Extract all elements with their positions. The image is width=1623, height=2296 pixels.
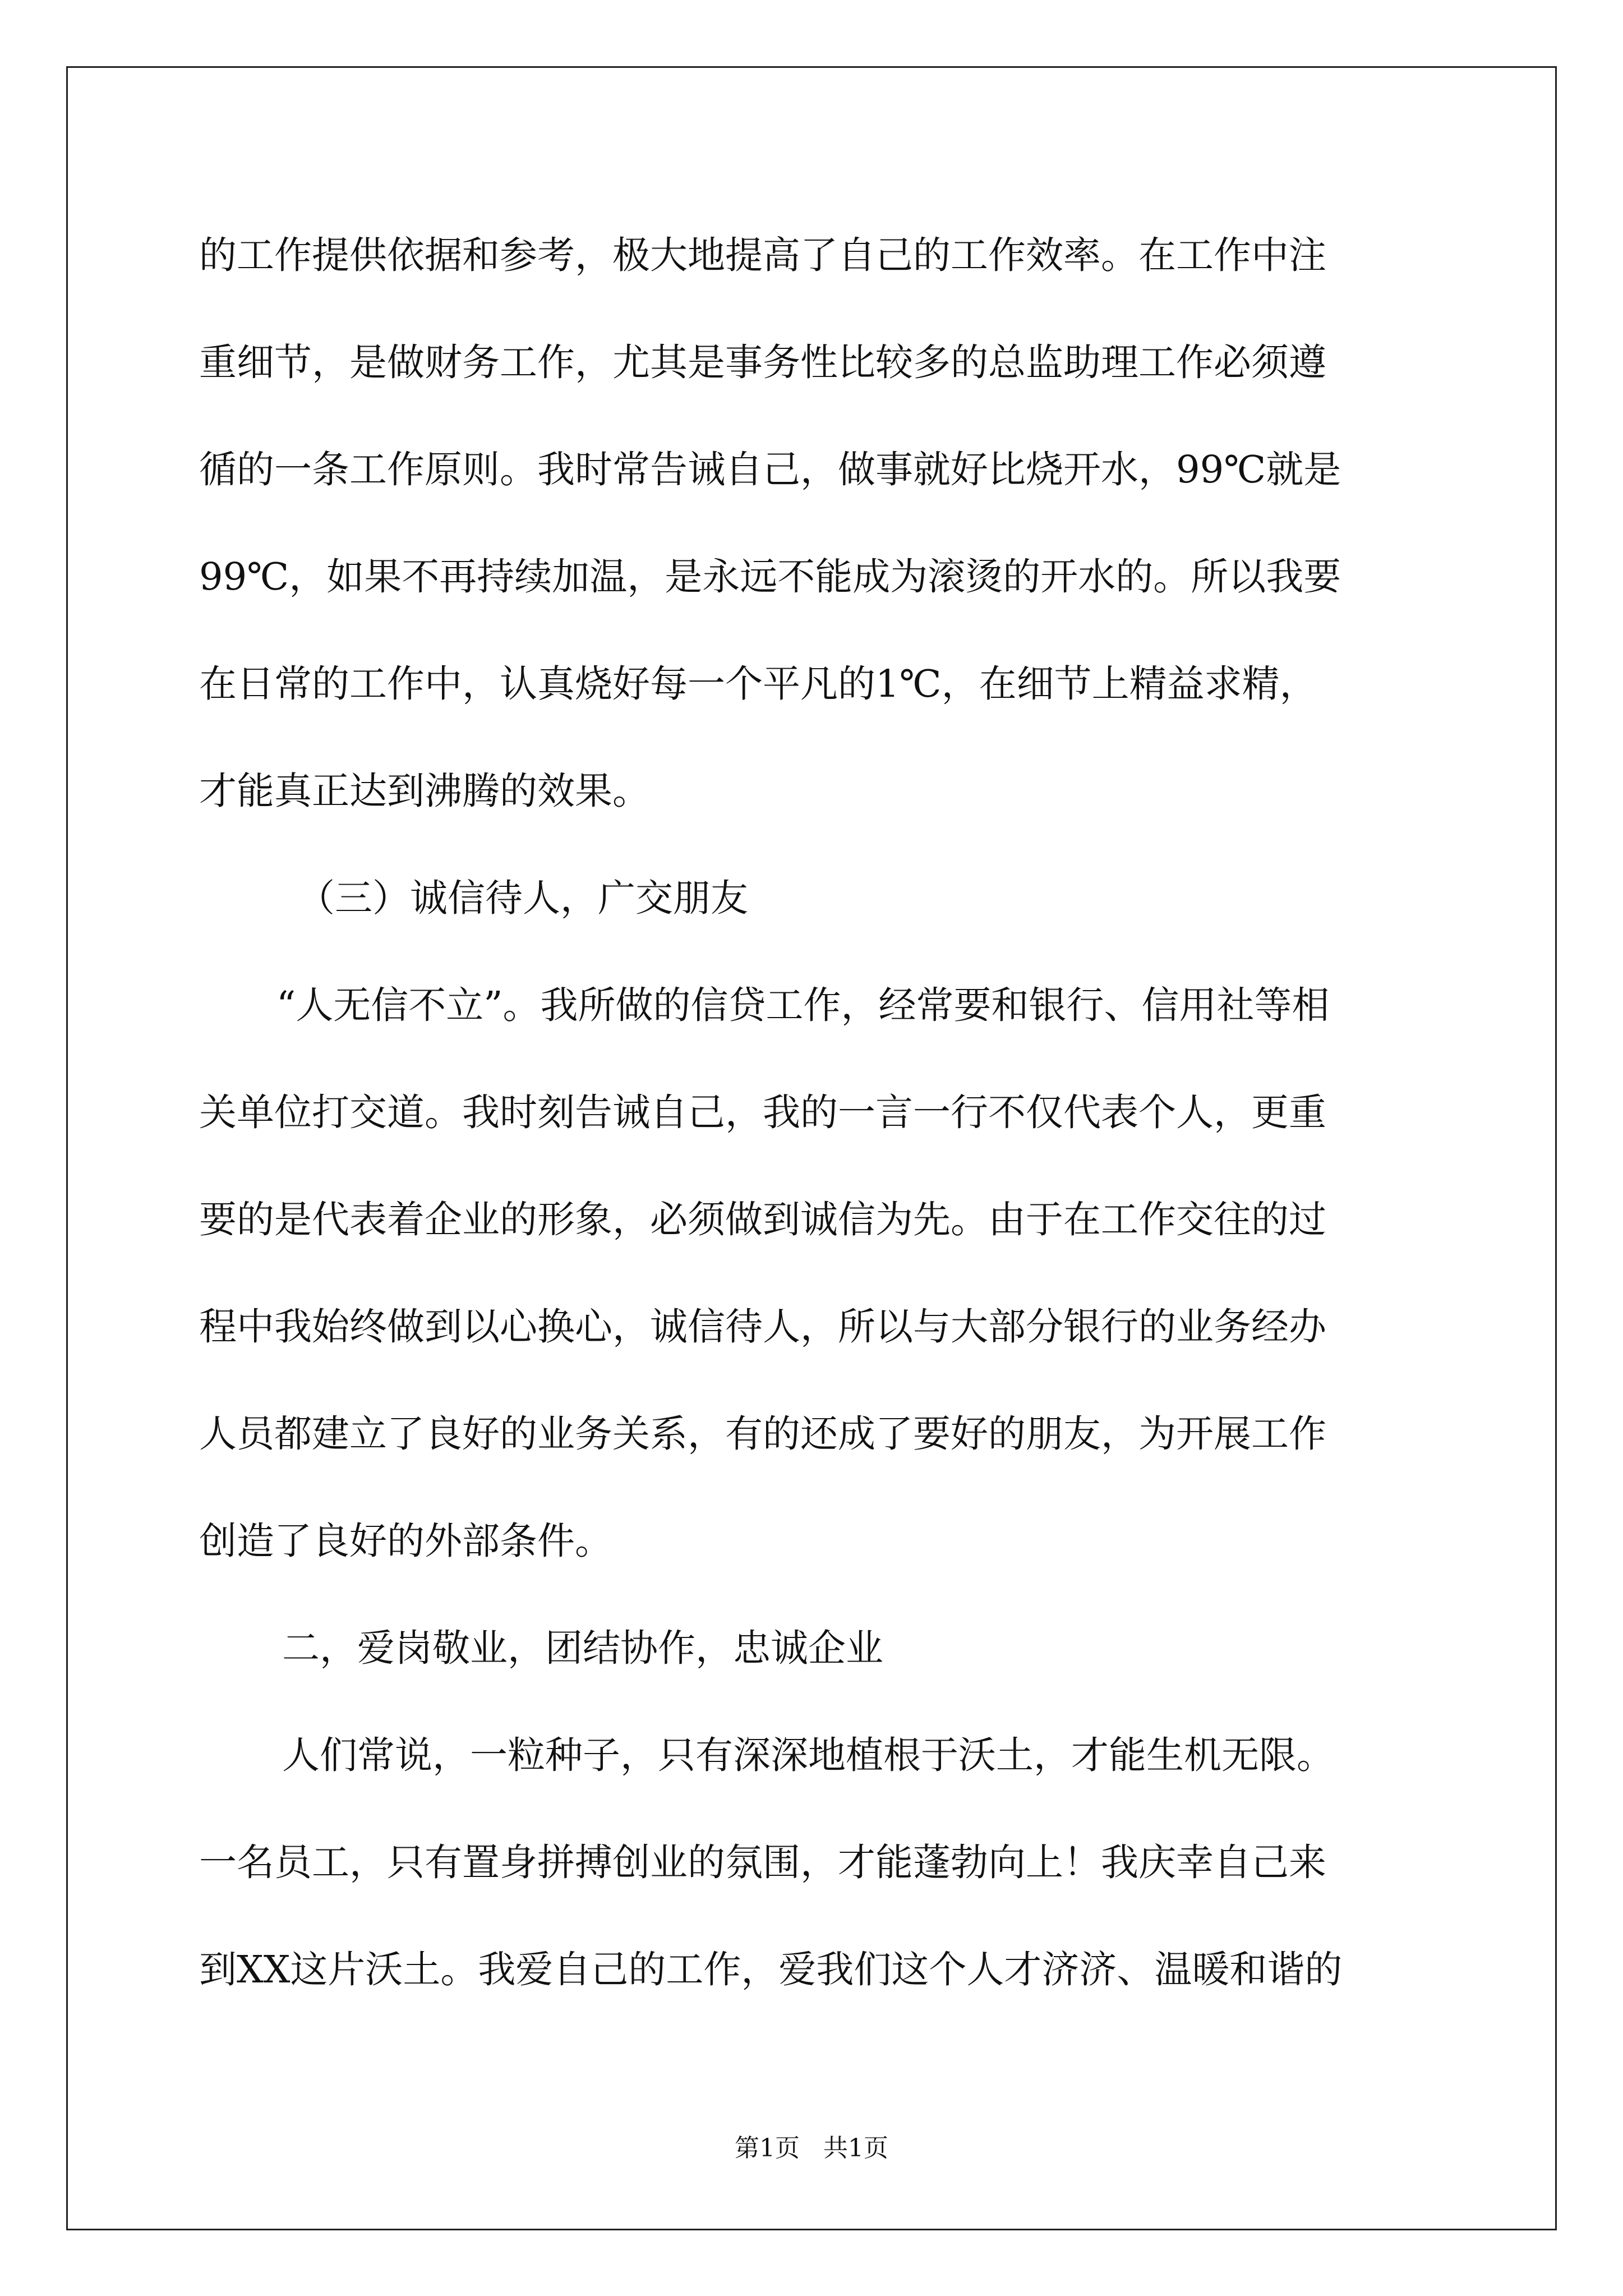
text-line: 循的一条工作原则。我时常告诫自己，做事就好比烧开水，99℃就是 — [199, 448, 1341, 491]
text-line: 人们常说，一粒种子，只有深深地植根于沃土，才能生机无限。 — [282, 1733, 1334, 1777]
text-line: 程中我始终做到以心换心，诚信待人，所以与大部分银行的业务经办 — [199, 1305, 1326, 1349]
text-line: 重细节，是做财务工作，尤其是事务性比较多的总监助理工作必须遵 — [199, 341, 1326, 384]
text-line: 关单位打交道。我时刻告诫自己，我的一言一行不仅代表个人，更重 — [199, 1091, 1326, 1134]
text-line: 创造了良好的外部条件。 — [199, 1519, 612, 1563]
text-line: 的工作提供依据和参考，极大地提高了自己的工作效率。在工作中注 — [199, 233, 1326, 277]
section-heading: （三）诚信待人，广交朋友 — [297, 876, 748, 920]
text-line: 人员都建立了良好的业务关系，有的还成了要好的朋友，为开展工作 — [199, 1412, 1326, 1456]
page-number-footer: 第1页 共1页 — [735, 2134, 888, 2162]
text-line: 才能真正达到沸腾的效果。 — [199, 769, 650, 813]
text-line: 要的是代表着企业的形象，必须做到诚信为先。由于在工作交往的过 — [199, 1198, 1326, 1241]
text-line: 在日常的工作中，认真烧好每一个平凡的1℃，在细节上精益求精， — [199, 662, 1317, 706]
document-body — [199, 202, 1427, 2023]
section-heading: 二，爱岗敬业，团结协作，忠诚企业 — [282, 1626, 883, 1670]
text-line: 99℃，如果不再持续加温，是永远不能成为滚烫的开水的。所以我要 — [199, 555, 1341, 599]
text-line: 到XX这片沃土。我爱自己的工作，爱我们这个人才济济、温暖和谐的 — [199, 1948, 1343, 1991]
text-line: 一名员工，只有置身拼搏创业的氛围，才能蓬勃向上！我庆幸自己来 — [199, 1841, 1326, 1884]
text-line: “人无信不立”。我所做的信贷工作，经常要和银行、信用社等相 — [276, 983, 1330, 1027]
